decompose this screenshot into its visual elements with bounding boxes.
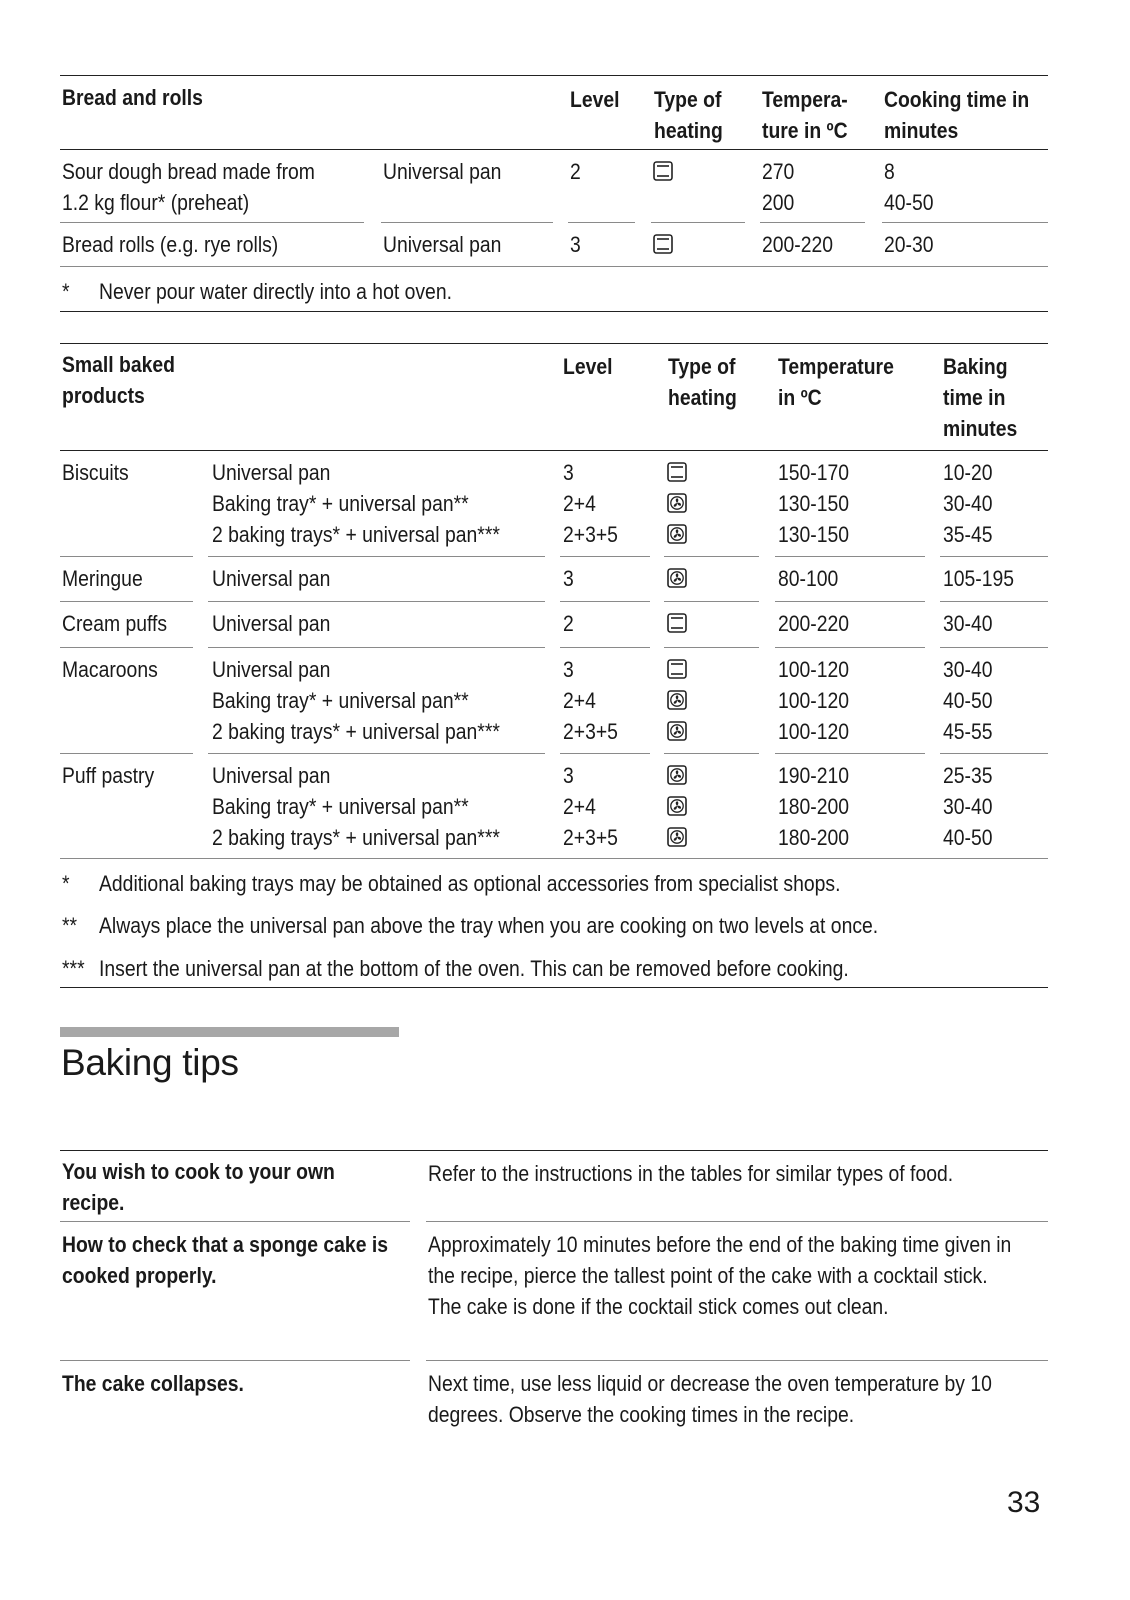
hot-air-fan-icon [667, 524, 687, 544]
row-rule [60, 647, 193, 648]
footnote-mark: * [62, 279, 70, 304]
temperature: 180-200 [778, 825, 850, 850]
level: 2+3+5 [563, 522, 618, 547]
column-header-title: Bread and rolls [62, 85, 203, 110]
temperature: 100-120 [778, 719, 850, 744]
accessory: 2 baking trays* + universal pan*** [212, 825, 500, 850]
row-rule [775, 647, 925, 648]
column-header-level: Level [570, 87, 620, 112]
column-header-temp-2: ture in ºC [762, 118, 848, 143]
time: 30-40 [943, 794, 993, 819]
table-bottom-rule [60, 987, 1048, 988]
row-rule [664, 647, 759, 648]
hot-air-fan-icon [667, 493, 687, 513]
tip-answer: Approximately 10 minutes before the end of the baking time given in the recipe, pierce the tallest point of the cake with a cocktail stick. The cake is done if the cocktail stick comes out clean. [428, 1232, 1012, 1319]
table-bottom-rule [60, 311, 1048, 312]
footnote-text: Additional baking trays may be obtained as optional accessories from specialist shops. [99, 871, 841, 896]
section-title-bar [60, 1027, 399, 1037]
tip-question: How to check that a sponge cake is cooked properly. [62, 1232, 388, 1288]
column-header-time-3: minutes [943, 416, 1018, 441]
accessory: Universal pan [212, 611, 331, 636]
time: 30-40 [943, 657, 993, 682]
level: 2 [570, 159, 581, 184]
row-rule [60, 222, 364, 223]
row-rule [664, 753, 759, 754]
product-name: Sour dough bread made from [62, 159, 315, 184]
product-name: 1.2 kg flour* (preheat) [62, 190, 250, 215]
column-header-temp-1: Tempera- [762, 87, 848, 112]
row-rule [664, 556, 759, 557]
temperature: 130-150 [778, 522, 850, 547]
product-name: Macaroons [62, 657, 158, 682]
footnote-text: Never pour water directly into a hot oven. [99, 279, 452, 304]
level: 3 [563, 566, 574, 591]
level: 3 [570, 232, 581, 257]
time: 35-45 [943, 522, 993, 547]
row-rule [60, 858, 1048, 859]
time: 40-50 [884, 190, 934, 215]
temperature: 270 [762, 159, 795, 184]
column-header-temp-2: in ºC [778, 385, 822, 410]
row-rule [426, 1360, 1048, 1361]
accessory: Universal pan [212, 657, 331, 682]
level: 3 [563, 460, 574, 485]
row-rule [940, 647, 1048, 648]
accessory: Universal pan [383, 232, 502, 257]
temperature: 100-120 [778, 657, 850, 682]
column-header-heating-2: heating [654, 118, 723, 143]
hot-air-fan-icon [667, 690, 687, 710]
row-rule [60, 556, 193, 557]
temperature: 200 [762, 190, 795, 215]
level: 2+4 [563, 491, 596, 516]
row-rule [651, 222, 745, 223]
temperature: 130-150 [778, 491, 850, 516]
column-header-time-1: Cooking time in [884, 87, 1030, 112]
time: 105-195 [943, 566, 1015, 591]
temperature: 190-210 [778, 763, 850, 788]
row-rule [60, 1221, 410, 1222]
product-name: Biscuits [62, 460, 129, 485]
hot-air-fan-icon [667, 721, 687, 741]
temperature: 100-120 [778, 688, 850, 713]
hot-air-fan-icon [667, 568, 687, 588]
product-name: Cream puffs [62, 611, 168, 636]
column-header-temp-1: Temperature [778, 354, 894, 379]
product-name: Bread rolls (e.g. rye rolls) [62, 232, 279, 257]
footnote-mark: *** [62, 956, 85, 981]
footnote-text: Insert the universal pan at the bottom of the oven. This can be removed before cooking. [99, 956, 849, 981]
row-rule [664, 601, 759, 602]
time: 25-35 [943, 763, 993, 788]
page-number: 33 [1007, 1486, 1041, 1519]
row-rule [426, 1221, 1048, 1222]
temperature: 180-200 [778, 794, 850, 819]
temperature: 200-220 [778, 611, 850, 636]
footnote-mark: ** [62, 913, 78, 938]
row-rule [381, 222, 553, 223]
accessory: 2 baking trays* + universal pan*** [212, 522, 500, 547]
accessory: Universal pan [383, 159, 502, 184]
row-rule [60, 753, 193, 754]
accessory: Universal pan [212, 763, 331, 788]
row-rule [208, 601, 545, 602]
level: 2+3+5 [563, 825, 618, 850]
row-rule [208, 556, 545, 557]
row-rule [760, 222, 865, 223]
row-rule [560, 647, 650, 648]
column-header-title-2: products [62, 383, 145, 408]
header-rule [60, 450, 1048, 451]
accessory: Baking tray* + universal pan** [212, 794, 469, 819]
time: 8 [884, 159, 895, 184]
column-header-time-2: minutes [884, 118, 959, 143]
time: 40-50 [943, 825, 993, 850]
row-rule [560, 753, 650, 754]
accessory: Baking tray* + universal pan** [212, 688, 469, 713]
temperature: 150-170 [778, 460, 850, 485]
header-rule [60, 149, 1048, 150]
row-rule [775, 556, 925, 557]
column-header-title-1: Small baked [62, 352, 175, 377]
top-bottom-heat-icon [667, 613, 687, 633]
row-rule [568, 222, 635, 223]
level: 2 [563, 611, 574, 636]
level: 3 [563, 657, 574, 682]
footnote-text: Always place the universal pan above the tray when you are cooking on two levels at once. [99, 913, 879, 938]
top-bottom-heat-icon [653, 161, 673, 181]
row-rule [940, 601, 1048, 602]
time: 10-20 [943, 460, 993, 485]
time: 30-40 [943, 611, 993, 636]
row-rule [882, 222, 1048, 223]
row-rule [60, 1360, 410, 1361]
accessory: Baking tray* + universal pan** [212, 491, 469, 516]
tip-question: You wish to cook to your own recipe. [62, 1159, 335, 1215]
column-header-time-1: Baking [943, 354, 1008, 379]
accessory: 2 baking trays* + universal pan*** [212, 719, 500, 744]
row-rule [208, 647, 545, 648]
hot-air-fan-icon [667, 796, 687, 816]
top-bottom-heat-icon [667, 659, 687, 679]
tip-question: The cake collapses. [62, 1371, 244, 1396]
tip-answer: Next time, use less liquid or decrease the oven temperature by 10 degrees. Observe the cooking times in the recipe. [428, 1371, 992, 1427]
level: 3 [563, 763, 574, 788]
row-rule [60, 601, 193, 602]
tip-answer: Refer to the instructions in the tables for similar types of food. [428, 1161, 954, 1186]
column-header-heating-1: Type of [668, 354, 736, 379]
column-header-heating-2: heating [668, 385, 737, 410]
time: 20-30 [884, 232, 934, 257]
table-top-rule [60, 1150, 1048, 1151]
product-name: Meringue [62, 566, 143, 591]
hot-air-fan-icon [667, 827, 687, 847]
row-rule [208, 753, 545, 754]
footnote-mark: * [62, 871, 70, 896]
temperature: 200-220 [762, 232, 834, 257]
table-top-rule [60, 75, 1048, 76]
table-top-rule [60, 343, 1048, 344]
row-rule [560, 601, 650, 602]
time: 45-55 [943, 719, 993, 744]
time: 40-50 [943, 688, 993, 713]
product-name: Puff pastry [62, 763, 155, 788]
row-rule [775, 601, 925, 602]
row-rule [940, 753, 1048, 754]
row-rule [775, 753, 925, 754]
column-header-heating-1: Type of [654, 87, 722, 112]
time: 30-40 [943, 491, 993, 516]
row-rule [940, 556, 1048, 557]
level: 2+4 [563, 688, 596, 713]
hot-air-fan-icon [667, 765, 687, 785]
row-rule [60, 266, 1048, 267]
column-header-time-2: time in [943, 385, 1006, 410]
top-bottom-heat-icon [667, 462, 687, 482]
row-rule [560, 556, 650, 557]
accessory: Universal pan [212, 460, 331, 485]
level: 2+3+5 [563, 719, 618, 744]
level: 2+4 [563, 794, 596, 819]
column-header-level: Level [563, 354, 613, 379]
temperature: 80-100 [778, 566, 839, 591]
section-title: Baking tips [61, 1042, 239, 1083]
accessory: Universal pan [212, 566, 331, 591]
top-bottom-heat-icon [653, 234, 673, 254]
